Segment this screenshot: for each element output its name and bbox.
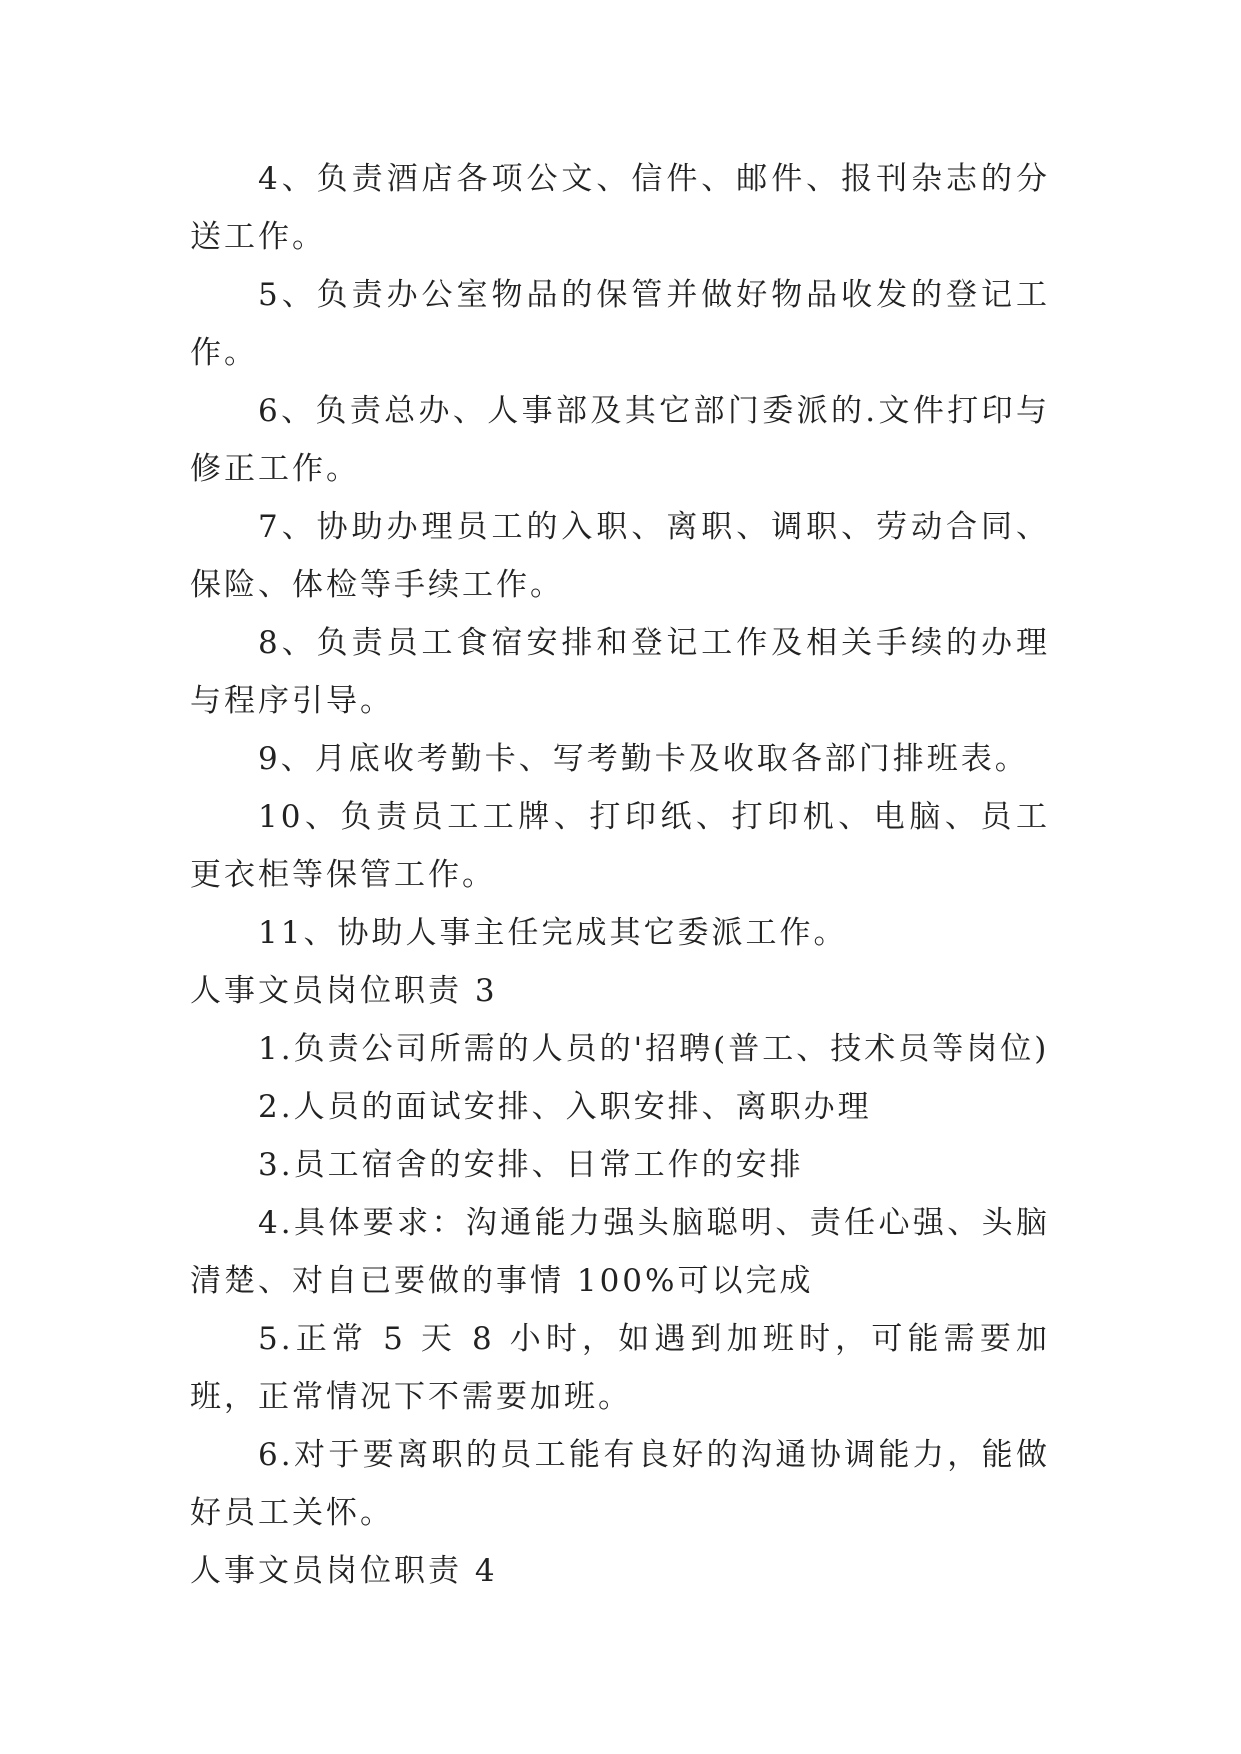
list-item: 4.具体要求：沟通能力强头脑聪明、责任心强、头脑清楚、对自已要做的事情 100%可以完成 (190, 1205, 1050, 1299)
list-item: 5、负责办公室物品的保管并做好物品收发的登记工作。 (190, 277, 1050, 371)
list-item: 10、负责员工工牌、打印纸、打印机、电脑、员工更衣柜等保管工作。 (190, 799, 1050, 893)
list-item: 6.对于要离职的员工能有良好的沟通协调能力，能做好员工关怀。 (190, 1437, 1050, 1531)
list-item: 1.负责公司所需的人员的'招聘(普工、技术员等岗位) (258, 1031, 1050, 1067)
list-item: 11、协助人事主任完成其它委派工作。 (258, 915, 848, 951)
list-item: 8、负责员工食宿安排和登记工作及相关手续的办理与程序引导。 (190, 625, 1050, 719)
list-item: 4、负责酒店各项公文、信件、邮件、报刊杂志的分送工作。 (190, 161, 1050, 255)
section-heading-3: 人事文员岗位职责 3 (190, 973, 498, 1009)
list-item: 3.员工宿舍的安排、日常工作的安排 (258, 1147, 804, 1183)
list-item: 9、月底收考勤卡、写考勤卡及收取各部门排班表。 (258, 741, 1029, 777)
list-item: 5.正常 5 天 8 小时，如遇到加班时，可能需要加班，正常情况下不需要加班。 (190, 1321, 1050, 1415)
section-heading-4: 人事文员岗位职责 4 (190, 1553, 498, 1589)
list-item: 6、负责总办、人事部及其它部门委派的.文件打印与修正工作。 (190, 393, 1050, 487)
document-body (190, 150, 1050, 1600)
list-item: 7、协助办理员工的入职、离职、调职、劳动合同、保险、体检等手续工作。 (190, 509, 1050, 603)
list-item: 2.人员的面试安排、入职安排、离职办理 (258, 1089, 872, 1125)
